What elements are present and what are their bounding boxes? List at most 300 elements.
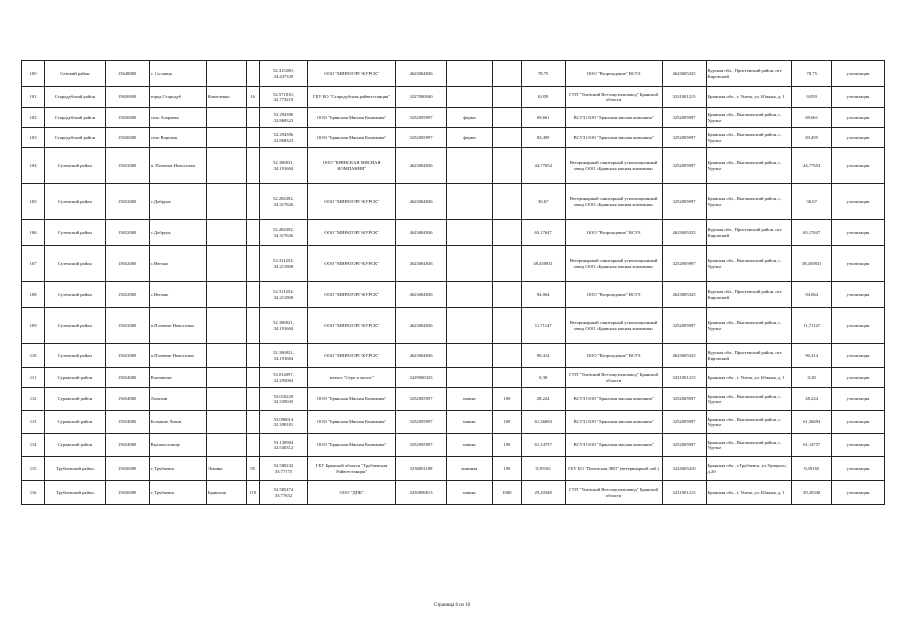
cell-oktmo: 15654000 [105,388,149,411]
cell-operator: Ветеринарный санитарный утилизационный завод ООО «Брянская мясная компания» [565,246,662,282]
cell-volume: 38,450831 [521,246,565,282]
cell-district: Суземский район [45,308,106,344]
cell-capacity [493,61,522,87]
cell-volume2: 38,450831 [792,246,832,282]
cell-no: 116 [22,481,45,505]
cell-object [446,220,492,246]
cell-district: Суземский район [45,344,106,368]
cell-inn: 3252005997 [396,128,447,148]
cell-inn: 3230006813 [396,481,447,505]
cell-house: 16 [246,87,259,108]
cell-coords: 52.571810, 32.773219 [259,87,307,108]
cell-method: утилизация [832,282,885,308]
cell-no: 104 [22,148,45,184]
cell-method: утилизация [832,61,885,87]
cell-address: Курская обл., Пристенский район, пгт. Кировский [706,220,792,246]
cell-owner: ГБУ БО "Стародубская райветстанция" [308,87,396,108]
cell-coords: 52.311254, 34.211808 [259,282,307,308]
cell-street [206,246,246,282]
cell-address: Брянская обл., г. Унеча, ул. Южная, д. 1 [706,368,792,388]
cell-inn: 4623004836 [396,220,447,246]
cell-owner: ООО "Брянская Мясная Компания" [308,128,396,148]
cell-method: утилизация [832,108,885,128]
cell-volume2: 0,059 [792,87,832,108]
cell-operator-inn: 3252005997 [662,388,706,411]
cell-oktmo: 15652000 [105,282,149,308]
cell-volume: 78,75 [521,61,565,87]
cell-settlement: г. Трубчевск [149,481,206,505]
cell-volume: 83,495 [521,128,565,148]
cell-owner: ООО "МИРАТОРГ-КУРСК" [308,344,396,368]
cell-inn: 3230001188 [396,457,447,481]
cell-settlement: Лопатни [149,388,206,411]
cell-inn: 4623004836 [396,282,447,308]
cell-street [206,282,246,308]
cell-street [206,148,246,184]
cell-capacity [493,148,522,184]
cell-inn: 3227000040 [396,87,447,108]
cell-street [206,434,246,457]
cell-house [246,308,259,344]
cell-operator-inn: 3252005997 [662,128,706,148]
cell-address: Брянская обл., г. Унеча, ул. Южная, д. 1 [706,481,792,505]
cell-operator-inn: 4623005325 [662,282,706,308]
cell-owner: ООО "Брянская Мясная Компания" [308,411,396,434]
cell-house [246,411,259,434]
cell-inn: 4623004836 [396,61,447,87]
cell-capacity [493,87,522,108]
cell-volume: 0,059 [521,87,565,108]
cell-object [446,246,492,282]
cell-street [206,308,246,344]
cell-coords: 52.186921, 34.191604 [259,308,307,344]
cell-operator: ГУП "Унечский Ветсанутильзавод" Брянской области [565,481,662,505]
cell-settlement: с. Сосница [149,61,206,87]
cell-coords: 53.010229 32.539045 [259,388,307,411]
cell-operator-inn: 3252005997 [662,411,706,434]
table-row [22,481,885,505]
cell-volume: 0,39165 [521,457,565,481]
cell-owner: ООО "ДПК" [308,481,396,505]
cell-address: Брянская обл., Выгоничский район, с. Уручье [706,434,792,457]
cell-capacity: 100 [493,457,522,481]
cell-address: Курская обл., Пристенский район, пгт. Кировский [706,344,792,368]
table-row [22,61,885,87]
table-row [22,246,885,282]
cell-object [446,368,492,388]
cell-coords: 52.315200, 34.437339 [259,61,307,87]
cell-operator-inn: 3252005997 [662,184,706,220]
cell-operator: Ветеринарный санитарный утилизационный завод ООО «Брянская мясная компания» [565,184,662,220]
cell-district: Стародубский район [45,128,106,148]
cell-volume: 44,77654 [521,148,565,184]
cell-settlement: с.Негино [149,282,206,308]
cell-no: 114 [22,434,45,457]
cell-method: утилизация [832,148,885,184]
cell-volume: 94,064 [521,282,565,308]
cell-operator-inn: 3224005410 [662,457,706,481]
cell-district: Суражский район [45,388,106,411]
cell-house [246,246,259,282]
cell-address: Брянская обл., Выгоничский район, с. Уручье [706,128,792,148]
cell-object [446,282,492,308]
cell-volume2: 69,661 [792,108,832,128]
cell-street [206,61,246,87]
cell-method: утилизация [832,481,885,505]
cell-method: утилизация [832,368,885,388]
cell-inn: 3252005997 [396,411,447,434]
cell-oktmo: 15650000 [105,108,149,128]
cell-no: 109 [22,308,45,344]
cell-capacity [493,368,522,388]
cell-method: утилизация [832,457,885,481]
cell-settlement: село Воронок [149,128,206,148]
cell-oktmo: 15650000 [105,87,149,108]
cell-street [206,388,246,411]
cell-object [446,344,492,368]
cell-address: Курская обл., Пристенский район, пгт. Кировский [706,61,792,87]
cell-house [246,108,259,128]
table-row [22,108,885,128]
table-row [22,457,885,481]
cell-operator: ООО "Возрождение" ВСУЗ [565,220,662,246]
cell-object [446,87,492,108]
cell-capacity: 100 [493,411,522,434]
cell-volume2: 29,20348 [792,481,832,505]
cell-address: Брянская обл., Выгоничский район, с. Уручье [706,388,792,411]
cell-object: ферма [446,108,492,128]
cell-owner: ООО "БРЯНСКАЯ МЯСНАЯ КОМПАНИЯ" [308,148,396,184]
cell-street [206,184,246,220]
cell-capacity: 100 [493,434,522,457]
cell-capacity [493,184,522,220]
cell-operator: ВСУЗ ООО "Брянская мясная компания" [565,388,662,411]
cell-capacity [493,282,522,308]
cell-house [246,220,259,246]
cell-object: замкнс [446,388,492,411]
cell-district: Суземский район [45,282,106,308]
cell-street [206,344,246,368]
cell-volume2: 30,67 [792,184,832,220]
cell-settlement: п.Полевые Новоселки [149,344,206,368]
cell-object [446,184,492,220]
cell-house: 95 [246,457,259,481]
cell-district: Суземский район [45,220,106,246]
table-row [22,411,885,434]
register-table [21,60,885,505]
cell-house [246,344,259,368]
cell-method: утилизация [832,411,885,434]
cell-house [246,61,259,87]
cell-operator-inn: 3252005997 [662,308,706,344]
cell-volume2: 0,38 [792,368,832,388]
cell-coords: 53.014097, 32.295063 [259,368,307,388]
cell-operator: ВСУЗ ООО "Брянская мясная компания" [565,411,662,434]
cell-method: утилизация [832,344,885,368]
cell-owner: ООО "МИРАТОРГ-КУРСК" [308,61,396,87]
cell-method: утилизация [832,308,885,344]
cell-district: Севский район [45,61,106,87]
cell-oktmo: 15654000 [105,434,149,457]
table-row [22,344,885,368]
cell-capacity [493,220,522,246]
table-body [22,61,885,505]
cell-address: Брянская обл., г. Унеча, ул. Южная, д. 1 [706,87,792,108]
cell-no: 113 [22,411,45,434]
cell-no: 107 [22,246,45,282]
cell-address: Брянская обл., Выгоничский район, с. Уручье [706,184,792,220]
cell-district: Трубчевский район [45,457,106,481]
cell-capacity [493,246,522,282]
cell-street [206,220,246,246]
cell-no: 103 [22,128,45,148]
cell-house [246,434,259,457]
cell-inn: 3252005997 [396,434,447,457]
cell-street [206,368,246,388]
cell-oktmo: 15656000 [105,457,149,481]
cell-owner: ООО "Брянская Мясная Компания" [308,434,396,457]
table-row [22,388,885,411]
cell-object: ферма [446,128,492,148]
cell-street: Кошеленко [206,87,246,108]
page-footer: Страница 6 из 10 [433,603,471,608]
cell-settlement: п.Полевые Новоселки [149,308,206,344]
cell-coords: 52.186931, 34.191604 [259,148,307,184]
cell-street [206,108,246,128]
cell-oktmo: 15656000 [105,481,149,505]
cell-inn: 4623004836 [396,184,447,220]
cell-object [446,61,492,87]
cell-owner: ООО "МИРАТОРГ-КУРСК" [308,282,396,308]
cell-house [246,148,259,184]
cell-address: Брянская обл., Выгоничский район, с. Уручье [706,246,792,282]
cell-operator-inn: 3252005997 [662,246,706,282]
cell-volume: 28,224 [521,388,565,411]
cell-operator: ООО "Возрождение" ВСУЗ [565,61,662,87]
cell-no: 106 [22,220,45,246]
cell-capacity [493,308,522,344]
cell-house: 118 [246,481,259,505]
cell-address: Брянская обл., Выгоничский район, с. Уручье [706,148,792,184]
cell-volume2: 83,495 [792,128,832,148]
cell-no: 100 [22,61,45,87]
cell-street [206,128,246,148]
cell-operator: ООО "Возрождение" ВСУЗ [565,344,662,368]
cell-oktmo: 15652000 [105,344,149,368]
cell-inn: 4623004836 [396,344,447,368]
table-row [22,308,885,344]
cell-no: 105 [22,184,45,220]
cell-operator: ГБУ БО "Почепская ЗВЛ" (ветеринарной лаб.) [565,457,662,481]
cell-operator-inn: 3252005997 [662,434,706,457]
cell-owner: колхоз "Серп и молот" [308,368,396,388]
cell-district: Суражский район [45,368,106,388]
cell-operator: ГУП "Унечский Ветсанутильзавод" Брянской области [565,87,662,108]
cell-operator-inn: 4623005325 [662,61,706,87]
cell-operator: Ветеринарный санитарный утилизационный завод ООО «Брянская мясная компания» [565,148,662,184]
cell-district: Суземский район [45,246,106,282]
cell-oktmo: 15648000 [105,61,149,87]
cell-operator-inn: 4623005325 [662,344,706,368]
cell-oktmo: 15652000 [105,246,149,282]
cell-owner: ООО "Брянская Мясная Компания" [308,388,396,411]
cell-operator-inn: 4623005325 [662,220,706,246]
cell-settlement: г. Трубчевск [149,457,206,481]
cell-coords: 53.130904 32.540312 [259,434,307,457]
table-row [22,282,885,308]
cell-inn: 3252005997 [396,108,447,128]
cell-district: Стародубский район [45,108,106,128]
cell-owner: ООО "МИРАТОРГ-КУРСК" [308,308,396,344]
cell-oktmo: 15650000 [105,128,149,148]
cell-no: 102 [22,108,45,128]
table-row [22,434,885,457]
cell-street: Ленина [206,457,246,481]
cell-operator: ВСУЗ ООО "Брянская мясная компания" [565,128,662,148]
cell-volume: 30,67 [521,184,565,220]
cell-capacity [493,344,522,368]
cell-street: Брянская [206,481,246,505]
cell-address: Брянская обл., г.Трубчевск, ул.Урицкого, д.20 [706,457,792,481]
cell-no: 111 [22,368,45,388]
table-row [22,184,885,220]
cell-address: Курская обл., Пристенский район, пгт. Кировский [706,282,792,308]
cell-volume2: 61,14757 [792,434,832,457]
table-row [22,128,885,148]
cell-capacity: 100 [493,388,522,411]
cell-method: утилизация [832,220,885,246]
cell-object [446,308,492,344]
cell-oktmo: 15654000 [105,368,149,388]
cell-owner: ООО "МИРАТОРГ-КУРСК" [308,246,396,282]
cell-inn: 4623004836 [396,148,447,184]
cell-method: утилизация [832,434,885,457]
cell-inn: 3252005997 [396,388,447,411]
cell-settlement: с.Негино [149,246,206,282]
cell-oktmo: 15652000 [105,308,149,344]
cell-operator-inn: 3231001215 [662,481,706,505]
cell-house [246,282,259,308]
cell-method: утилизация [832,388,885,411]
cell-address: Брянская обл., Выгоничский район, с. Уручье [706,108,792,128]
cell-house [246,184,259,220]
cell-coords: 52.294396 32.868323 [259,108,307,128]
cell-capacity: 1000 [493,481,522,505]
cell-volume2: 44,77654 [792,148,832,184]
cell-house [246,368,259,388]
table-row [22,368,885,388]
cell-object: замкнс [446,481,492,505]
cell-operator: ВСУЗ ООО "Брянская мясная компания" [565,108,662,128]
cell-volume2: 94,064 [792,282,832,308]
table-row [22,87,885,108]
cell-volume: 0,38 [521,368,565,388]
cell-district: Трубчевский район [45,481,106,505]
cell-volume: 90,414 [521,344,565,368]
cell-volume: 29,20348 [521,481,565,505]
cell-object: замкнс [446,434,492,457]
cell-volume2: 0,39165 [792,457,832,481]
cell-address: Брянская обл., Выгоничский район, с. Уручье [706,411,792,434]
cell-operator-inn: 3252005997 [662,108,706,128]
cell-operator: ООО "Возрождение" ВСУЗ [565,282,662,308]
table-row [22,220,885,246]
cell-operator-inn: 3231001215 [662,87,706,108]
cell-volume2: 61,36694 [792,411,832,434]
cell-volume2: 28,224 [792,388,832,411]
cell-volume: 61,36694 [521,411,565,434]
cell-operator: ВСУЗ ООО "Брянская мясная компания" [565,434,662,457]
cell-volume2: 90,414 [792,344,832,368]
cell-coords: 52.284392, 34.317626 [259,220,307,246]
cell-method: утилизация [832,246,885,282]
cell-settlement: Большие Ловчи [149,411,206,434]
cell-no: 112 [22,388,45,411]
cell-district: Суземский район [45,184,106,220]
cell-operator: ГУП "Унечский Ветсанутильзавод" Брянской области [565,368,662,388]
cell-volume: 69,661 [521,108,565,128]
cell-inn: 4623004836 [396,308,447,344]
cell-no: 115 [22,457,45,481]
cell-volume: 65,17647 [521,220,565,246]
cell-coords: 52.585474 33.77652 [259,481,307,505]
cell-capacity [493,108,522,128]
cell-object: кониная [446,457,492,481]
cell-volume: 61,14757 [521,434,565,457]
cell-district: Суражский район [45,411,106,434]
cell-oktmo: 15654000 [105,411,149,434]
cell-settlement: п. Полевые Новоселки [149,148,206,184]
cell-house [246,388,259,411]
cell-method: утилизация [832,87,885,108]
cell-coords: 52.186921, 34.191604 [259,344,307,368]
cell-inn: 4623004836 [396,246,447,282]
cell-oktmo: 15652000 [105,184,149,220]
cell-oktmo: 15652000 [105,148,149,184]
cell-district: Стародубский район [45,87,106,108]
table-row [22,148,885,184]
cell-owner: ГБУ Брянской области "Трубчевская Райветстанция" [308,457,396,481]
cell-volume2: 78,75 [792,61,832,87]
cell-settlement: с.Добрунь [149,184,206,220]
cell-no: 101 [22,87,45,108]
cell-coords: 52.311254, 34.211808 [259,246,307,282]
cell-volume2: 65,17647 [792,220,832,246]
cell-volume2: 11,71147 [792,308,832,344]
cell-inn: 3229000323 [396,368,447,388]
cell-oktmo: 15652000 [105,220,149,246]
cell-settlement: с.Добрунь [149,220,206,246]
cell-owner: ООО "Брянская Мясная Компания" [308,108,396,128]
cell-object: замкнс [446,411,492,434]
cell-settlement: город Стародуб [149,87,206,108]
cell-address: Брянская обл., Выгоничский район, с. Уручье [706,308,792,344]
cell-no: 110 [22,344,45,368]
cell-method: утилизация [832,128,885,148]
cell-owner: ООО "МИРАТОРГ-КУРСК" [308,184,396,220]
cell-operator-inn: 3231001215 [662,368,706,388]
cell-coords: 53.096014 32.398181 [259,411,307,434]
cell-object [446,148,492,184]
cell-owner: ООО "МИРАТОРГ-КУРСК" [308,220,396,246]
cell-operator-inn: 3252005997 [662,148,706,184]
cell-method: утилизация [832,184,885,220]
cell-district: Суземский район [45,148,106,184]
cell-house [246,128,259,148]
cell-coords: 52.580232 33.77175 [259,457,307,481]
cell-coords: 52.284392, 34.317626 [259,184,307,220]
cell-coords: 52.294396 32.868323 [259,128,307,148]
